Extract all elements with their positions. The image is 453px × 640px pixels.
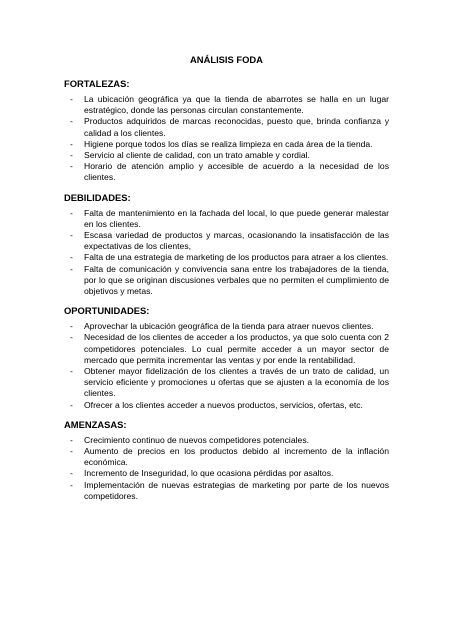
dash-bullet-icon: - <box>70 161 73 172</box>
dash-bullet-icon: - <box>70 399 73 410</box>
dash-bullet-icon: - <box>70 366 73 377</box>
list-item <box>64 400 389 411</box>
list-item-text: Incremento de Inseguridad, lo que ocasiona pérdidas por asaltos. <box>84 468 334 479</box>
bullet-list <box>64 435 389 502</box>
list-item-text: Servicio al cliente de calidad, con un trato amable y cordial. <box>84 150 310 161</box>
section-fortalezas <box>64 78 389 184</box>
list-item <box>64 435 389 446</box>
list-item <box>64 150 389 161</box>
dash-bullet-icon: - <box>70 207 73 218</box>
dash-bullet-icon: - <box>70 321 73 332</box>
dash-bullet-icon: - <box>70 230 73 241</box>
list-item <box>64 94 389 116</box>
list-item <box>64 332 389 366</box>
section-heading: DEBILIDADES: <box>64 191 131 203</box>
dash-bullet-icon: - <box>70 263 73 274</box>
list-item <box>64 139 389 150</box>
section-heading: OPORTUNIDADES: <box>64 305 150 317</box>
section-heading: AMENZASAS: <box>64 418 127 430</box>
document-title: ANÁLISIS FODA <box>190 54 263 65</box>
list-item-text: Crecimiento continuo de nuevos competidores potenciales. <box>84 434 309 445</box>
list-item-text: Productos adquiridos de marcas reconocidas, puesto que, brinda confianza y calidad a los clientes. <box>84 116 389 138</box>
list-item-text: Escasa variedad de productos y marcas, ocasionando la insatisfacción de las expectativas de los clientes, <box>84 230 389 252</box>
bullet-list <box>64 94 389 184</box>
list-item-text: Ofrecer a los clientes acceder a nuevos productos, servicios, ofertas, etc. <box>84 399 363 410</box>
list-item-text: Aprovechar la ubicación geográfica de la tienda para atraer nuevos clientes. <box>84 321 374 332</box>
list-item <box>64 116 389 138</box>
list-item <box>64 366 389 400</box>
dash-bullet-icon: - <box>70 479 73 490</box>
section-amenazas <box>64 419 389 502</box>
list-item <box>64 230 389 252</box>
dash-bullet-icon: - <box>70 150 73 161</box>
list-item-text: Necesidad de los clientes de acceder a los productos, ya que solo cuenta con 2 competidores potenciales. Lo cual permite acceder a un mayor sector de mercado que permita incrementar las ventas y por ende la rentabilidad. <box>84 332 389 365</box>
section-debilidades <box>64 192 389 298</box>
list-item <box>64 321 389 332</box>
dash-bullet-icon: - <box>70 434 73 445</box>
list-item-text: Falta de comunicación y convivencia sana entre los trabajadores de la tienda, por lo que se originan discusiones verbales que no permiten el cumplimiento de objetivos y metas. <box>84 263 389 297</box>
list-item-text: Higiene porque todos los días se realiza limpieza en cada área de la tienda. <box>84 138 373 149</box>
list-item <box>64 252 389 263</box>
list-item-text: Obtener mayor fidelización de los clientes a través de un trato de calidad, un servicio eficiente y promociones u ofertas que se ajusten a la economía de los clientes. <box>84 366 389 399</box>
dash-bullet-icon: - <box>70 446 73 457</box>
dash-bullet-icon: - <box>70 94 73 104</box>
list-item-text: Aumento de precios en los productos debido al incremento de la inflación económica. <box>84 446 389 468</box>
bullet-list <box>64 208 389 298</box>
list-item <box>64 446 389 468</box>
dash-bullet-icon: - <box>70 332 73 343</box>
list-item-text: La ubicación geográfica ya que la tienda de abarrotes se halla en un lugar estratégico, donde las personas circulan constantemente. <box>84 94 389 116</box>
bullet-list <box>64 321 389 411</box>
list-item-text: Falta de mantenimiento en la fachada del local, lo que puede generar malestar en los clientes. <box>84 207 389 229</box>
section-oportunidades <box>64 305 389 411</box>
dash-bullet-icon: - <box>70 138 73 149</box>
section-heading: FORTALEZAS: <box>64 78 130 89</box>
list-item-text: Implementación de nuevas estrategias de marketing por parte de los nuevos competidores. <box>84 479 389 501</box>
dash-bullet-icon: - <box>70 252 73 263</box>
dash-bullet-icon: - <box>70 116 73 127</box>
list-item <box>64 161 389 183</box>
list-item <box>64 264 389 298</box>
list-item <box>64 208 389 230</box>
dash-bullet-icon: - <box>70 468 73 479</box>
list-item <box>64 480 389 502</box>
list-item-text: Horario de atención amplio y accesible de acuerdo a la necesidad de los clientes. <box>84 161 389 183</box>
list-item <box>64 468 389 479</box>
list-item-text: Falta de una estrategia de marketing de los productos para atraer a los clientes. <box>84 252 389 263</box>
